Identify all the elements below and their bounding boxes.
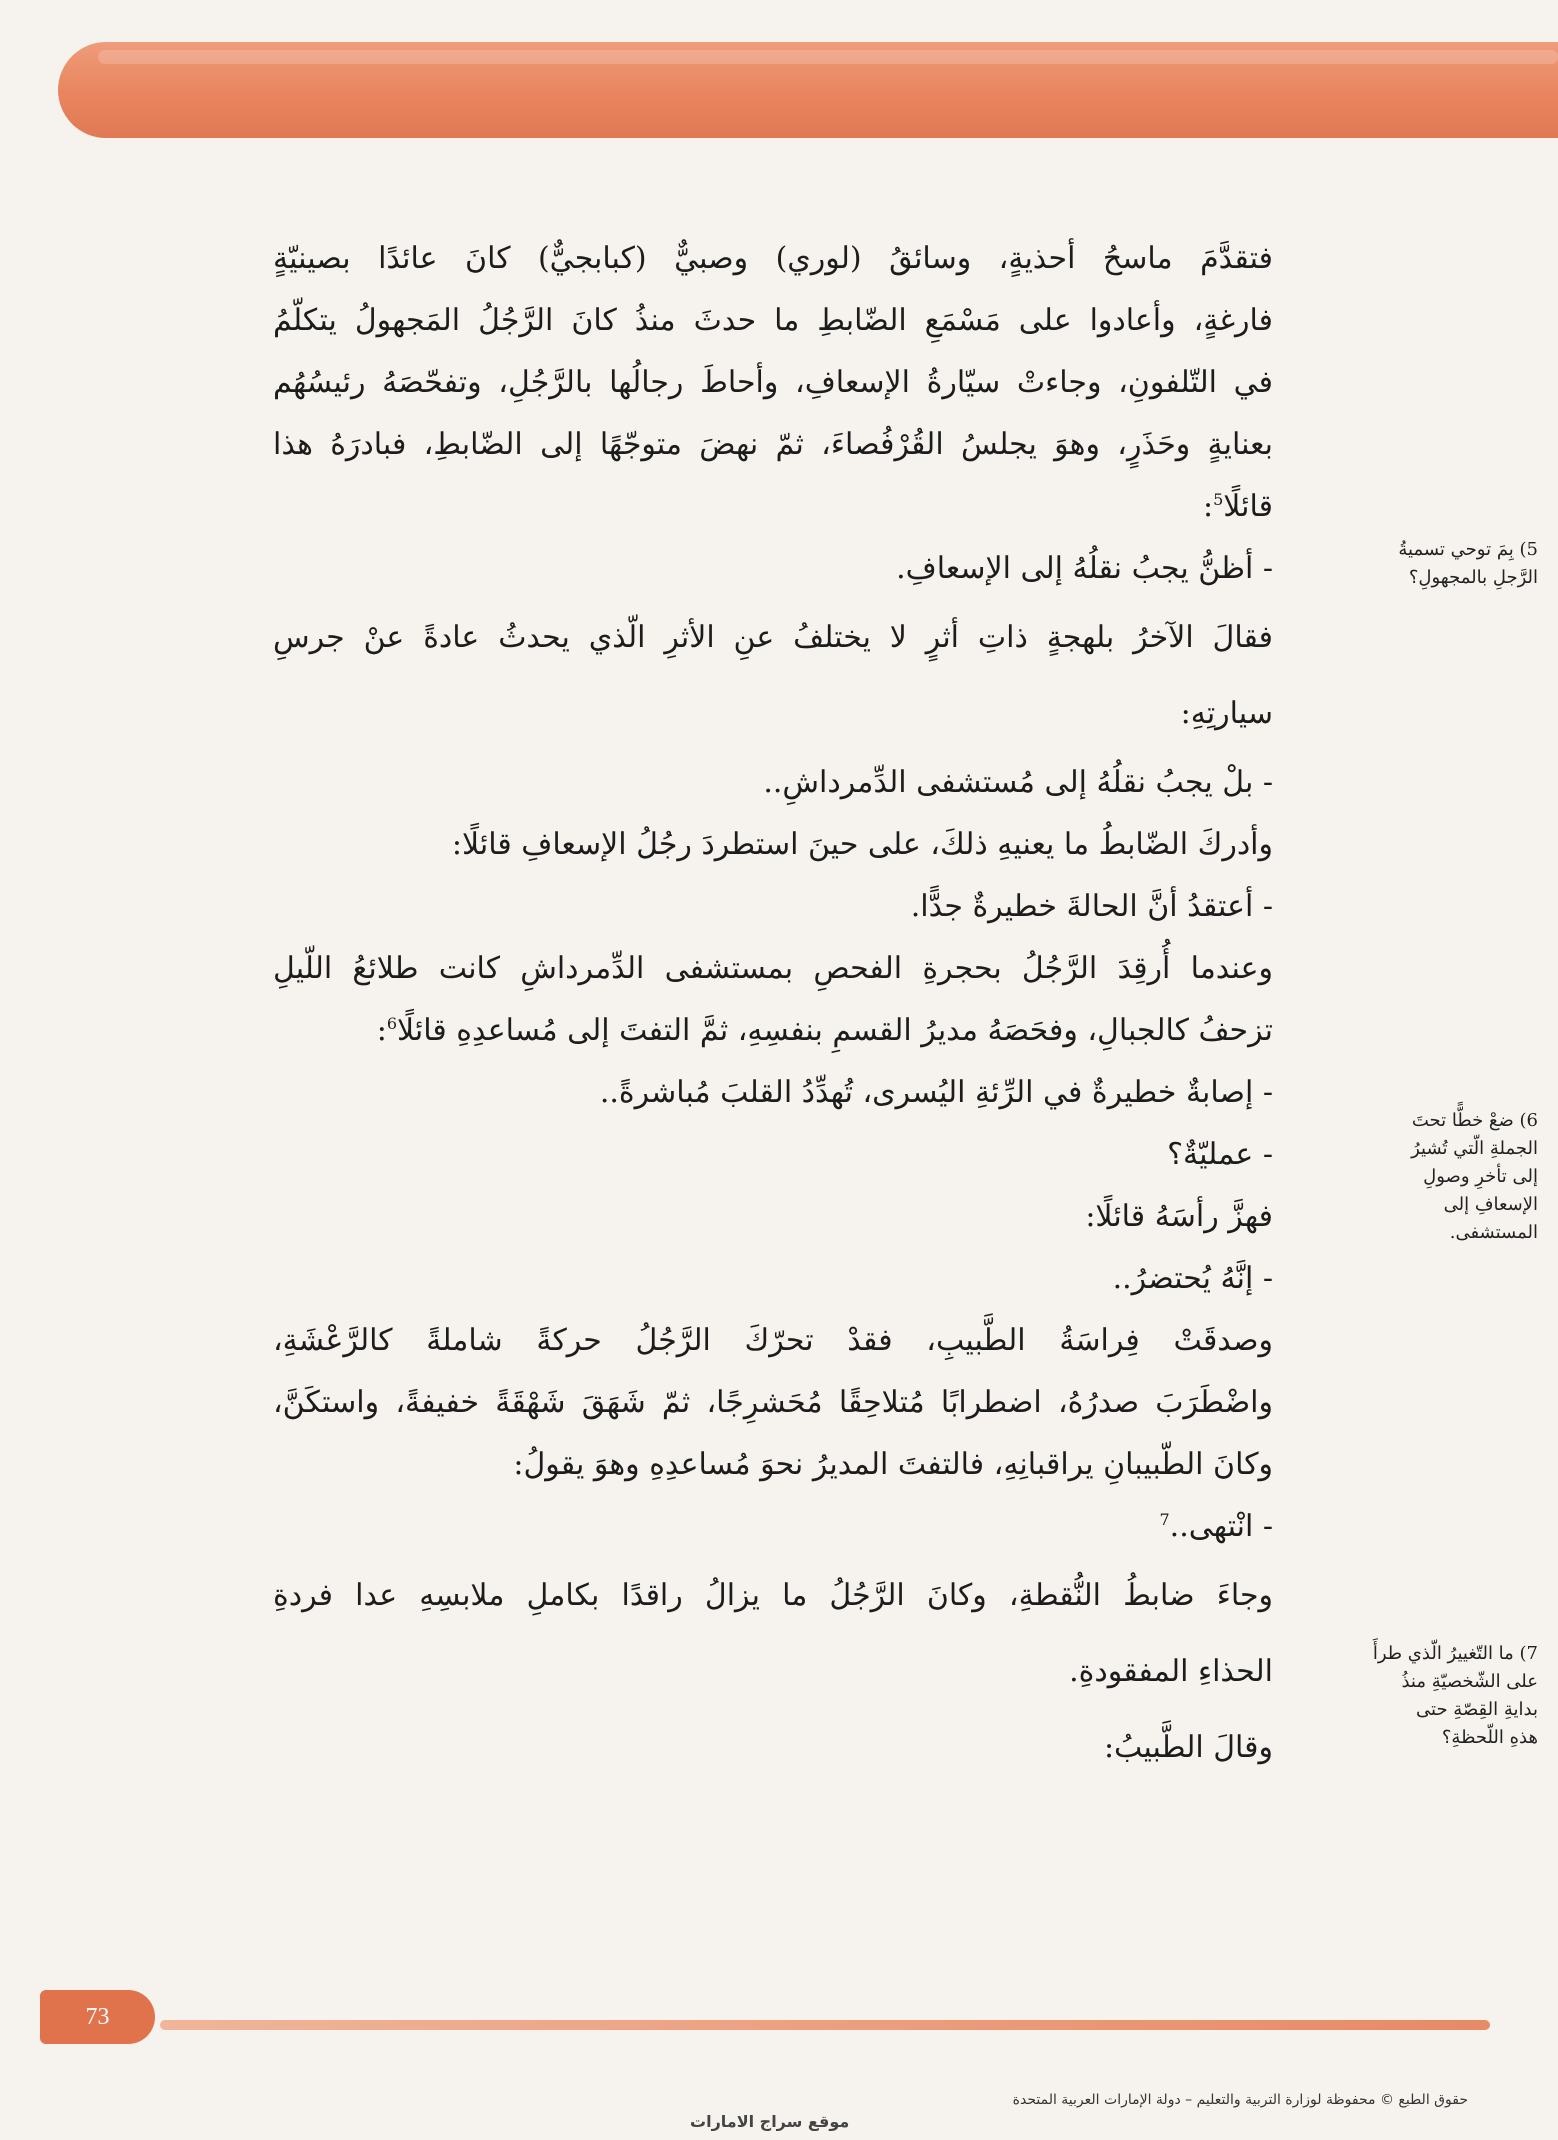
copyright-text: حقوق الطبع © محفوظة لوزارة التربية والتعليم – دولة الإمارات العربية المتحدة <box>1012 2092 1468 2108</box>
note-line: الجملةِ الّتي تُشيرُ <box>1411 1138 1538 1159</box>
text-line: وعندما أُرقِدَ الرَّجُلُ بحجرةِ الفحصِ بمستشفى الدِّمرداشِ كانت طلائعُ اللّيلِ <box>273 951 1273 986</box>
text-line: فتقدَّمَ ماسحُ أحذيةٍ، وسائقُ (لوري) وصبيٌّ (كبابجيٌّ) كانَ عائدًا بصينيّةٍ <box>273 241 1273 276</box>
text-line: فهزَّ رأسَهُ قائلًا: <box>1085 1199 1273 1234</box>
side-note-7 <box>1368 1640 1538 1752</box>
text-line: فقالَ الآخرُ بلهجةٍ ذاتِ أثرٍ لا يختلفُ عنِ الأثرِ الّذي يحدثُ عادةً عنْ جرسِ <box>273 620 1273 655</box>
note-line: الإسعافِ إلى <box>1443 1194 1538 1215</box>
side-note-5 <box>1368 536 1538 592</box>
footnote-marker: 6 <box>386 1014 397 1033</box>
note-line: 6) ضعْ خطًّا تحتَ <box>1411 1110 1538 1131</box>
dialog-line: - عمليّةٌ؟ <box>1167 1137 1273 1172</box>
dialog-line: - إصابةٌ خطيرةٌ في الرِّئةِ اليُسرى، تُهدِّدُ القلبَ مُباشرةً.. <box>599 1075 1273 1110</box>
footer-rule <box>160 2020 1490 2030</box>
dialog-line: - إنَّهُ يُحتضرُ.. <box>1112 1261 1273 1296</box>
note-line: على الشّخصيّةِ منذُ <box>1401 1671 1538 1692</box>
side-note-6 <box>1368 1107 1538 1247</box>
note-line: 7) ما التّغييرُ الّذي طرأَ <box>1372 1643 1538 1664</box>
note-line: الرَّجلِ بالمجهولِ؟ <box>1408 567 1538 588</box>
header-band <box>58 42 1558 138</box>
note-line: إلى تأخرِ وصولِ <box>1423 1166 1538 1187</box>
note-line: هذهِ اللّحظةِ؟ <box>1441 1727 1538 1748</box>
footnote-marker: 7 <box>1159 1510 1170 1529</box>
text-line: وأدركَ الضّابطُ ما يعنيهِ ذلكَ، على حينَ استطردَ رجُلُ الإسعافِ قائلًا: <box>451 827 1273 862</box>
text-line: وقالَ الطَّبيبُ: <box>1103 1730 1273 1765</box>
text-line: وكانَ الطّبيبانِ يراقبانِهِ، فالتفتَ المديرُ نحوَ مُساعدِهِ وهوَ يقولُ: <box>513 1447 1273 1482</box>
dialog-line: - أظنُّ يجبُ نقلُهُ إلى الإسعافِ. <box>896 551 1273 586</box>
text-line: فارغةٍ، وأعادوا على مَسْمَعِ الضّابطِ ما حدثَ منذُ كانَ الرَّجُلُ المَجهولُ يتكلّمُ <box>273 303 1273 338</box>
site-watermark-text: موقع سراج الامارات <box>690 2112 850 2131</box>
text-line: قائلًا$^5$: <box>1202 489 1273 524</box>
text-line: تزحفُ كالجبالِ، وفحَصَهُ مديرُ القسمِ بنفسِهِ، ثمَّ التفتَ إلى مُساعدِهِ قائلًا$^6$: <box>376 1013 1273 1048</box>
text-line: سيارتِهِ: <box>1180 696 1273 731</box>
footnote-marker: 5 <box>1213 490 1224 509</box>
page-number: 73 <box>40 1990 155 2044</box>
text-line: الحذاءِ المفقودةِ. <box>1069 1654 1273 1689</box>
dialog-line: - بلْ يجبُ نقلُهُ إلى مُستشفى الدِّمرداشِ.. <box>763 765 1273 800</box>
text-line: وجاءَ ضابطُ النُّقطةِ، وكانَ الرَّجُلُ ما يزالُ راقدًا بكاملِ ملابسِهِ عدا فردةِ <box>273 1578 1273 1613</box>
note-line: بدايةِ القِصّةِ حتى <box>1416 1699 1538 1720</box>
story-text <box>273 228 1273 1786</box>
dialog-line: - انْتهى..$^7$ <box>1159 1509 1273 1544</box>
note-line: المستشفى. <box>1449 1222 1538 1243</box>
text-line: واضْطَرَبَ صدرُهُ، اضطرابًا مُتلاحِقًا مُحَشرِجًا، ثمّ شَهَقَ شَهْقَةً خفيفةً، واستكَنَّ، <box>273 1385 1273 1420</box>
text-line: بعنايةٍ وحَذَرٍ، وهوَ يجلسُ القُرْفُصاءَ، ثمّ نهضَ متوجّهًا إلى الضّابطِ، فبادرَهُ هذا <box>273 427 1273 462</box>
text-line: وصدقَتْ فِراسَةُ الطَّبيبِ، فقدْ تحرّكَ الرَّجُلُ حركةً شاملةً كالرَّعْشَةِ، <box>273 1323 1273 1358</box>
note-line: 5) بِمَ توحي تسميةُ <box>1398 539 1538 560</box>
dialog-line: - أعتقدُ أنَّ الحالةَ خطيرةٌ جدًّا. <box>910 889 1273 924</box>
text-line: في التّلفونِ، وجاءتْ سيّارةُ الإسعافِ، وأحاطَ رجالُها بالرَّجُلِ، وتفحّصَهُ رئيسُهُم <box>273 365 1273 400</box>
